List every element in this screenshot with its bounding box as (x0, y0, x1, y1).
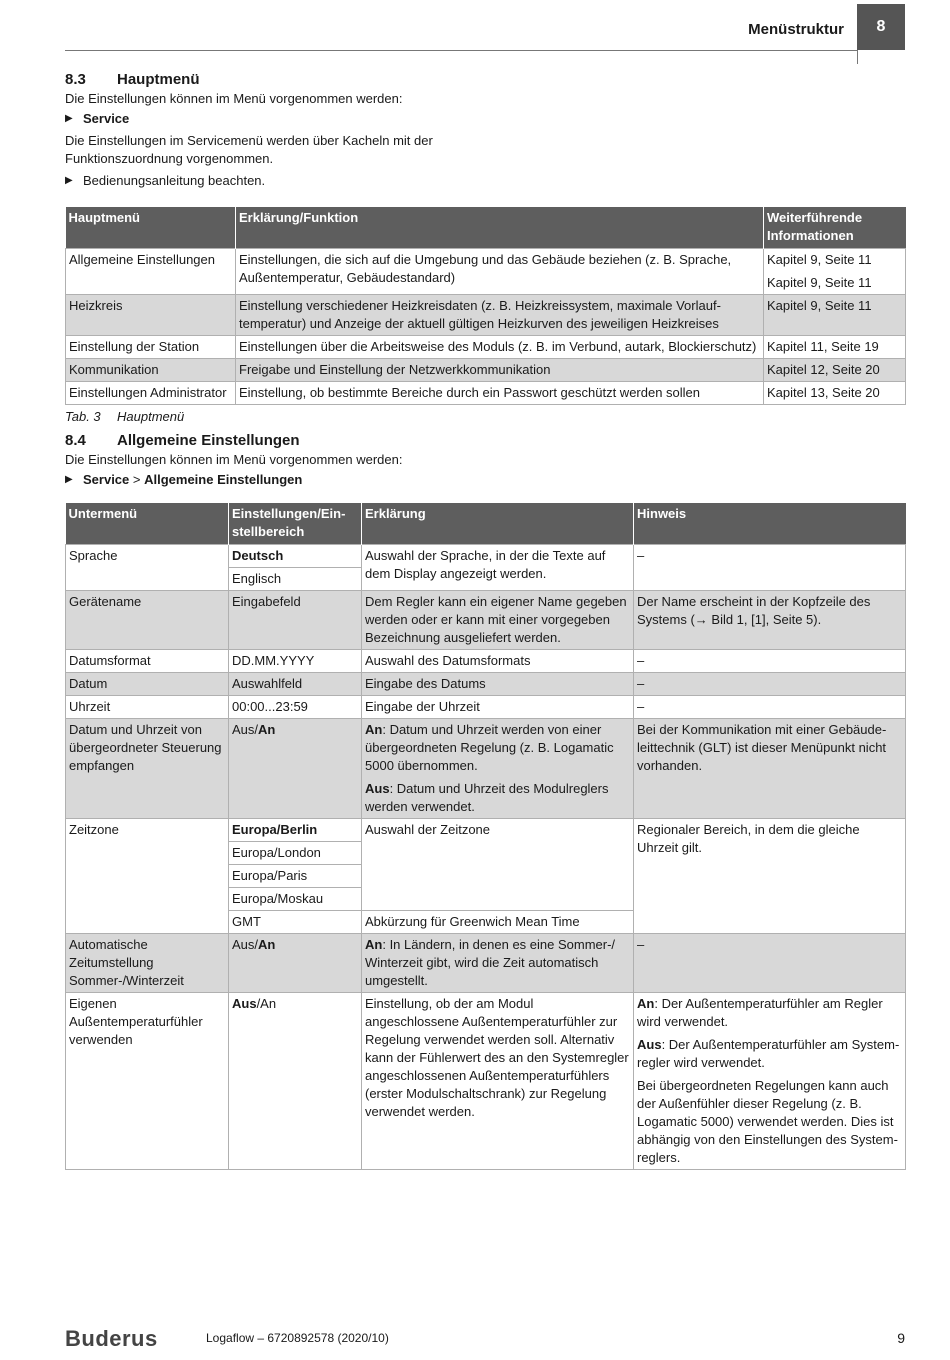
page-number: 9 (897, 1330, 905, 1346)
menu-path-submenu: Allgemeine Einstellungen (144, 472, 303, 487)
col-header: Erklärung (362, 503, 634, 545)
table-row (66, 819, 906, 842)
table-header-row (66, 503, 906, 545)
header-rule (65, 50, 857, 51)
cell: Allgemeine Einstellungen (66, 249, 236, 295)
table-row (66, 545, 906, 568)
intro-text: Die Einstellungen können im Menü vorgenommen werden: (65, 91, 403, 106)
cell: Abkürzung für Greenwich Mean Time (362, 911, 634, 934)
option-default: An (258, 722, 276, 737)
cell: Eingabe des Datums (362, 673, 634, 696)
option-default: An (258, 937, 276, 952)
cell: Kommunikation (66, 359, 236, 382)
cell: Einstellung der Station (66, 336, 236, 359)
col-header: Hauptmenü (66, 207, 236, 249)
instruction (65, 172, 905, 190)
cell: Datum und Uhrzeit von übergeordneter Steuerung empfangen (66, 719, 229, 819)
reference-link[interactable]: Kapitel 12, Seite 20 (764, 359, 906, 382)
cell: Der Name erscheint in der Kopfzeile des Systems (→ Bild 1, [1], Seite 5). (634, 591, 906, 650)
cell: – (634, 934, 906, 993)
col-header: Erklärung/Funktion (236, 207, 764, 249)
chapter-title: Menüstruktur (748, 21, 844, 38)
option[interactable]: Europa/London (229, 842, 362, 865)
cell: Einstellung, ob bestimmte Bereiche durch ein Passwort geschützt werden sollen (236, 382, 764, 405)
cell: Dem Regler kann ein eigener Name gegeben werden oder er kann mit einer vorgegeben Bezeichnung ausgeliefert werden. (362, 591, 634, 650)
section-number: 8.4 (65, 432, 86, 449)
col-header: Weiterführende Informationen (764, 207, 906, 249)
cell: Eigenen Außentemperaturfühler verwenden (66, 993, 229, 1170)
cell: Auswahl des Datumsformats (362, 650, 634, 673)
cell: Automatische Zeitumstellung Sommer-/Winterzeit (66, 934, 229, 993)
explanation: : Der Außentemperaturfühler am Systemregler wird verwendet. (637, 1037, 900, 1070)
cell: 00:00...23:59 (229, 696, 362, 719)
table-row (66, 336, 906, 359)
section-title: Hauptmenü (117, 71, 200, 88)
table-row (66, 650, 906, 673)
table-row (66, 673, 906, 696)
cell: Auswahl der Zeitzone (362, 819, 634, 911)
cell: Einstellungen, die sich auf die Umgebung und das Gebäude beziehen (z. B. Sprache, Außentemperatur, Gebäudestandard) (236, 249, 764, 295)
cell: Sprache (66, 545, 229, 591)
section-title: Allgemeine Einstellungen (117, 432, 300, 449)
table-caption-text: Hauptmenü (117, 409, 185, 424)
chapter-number-badge: 8 (857, 4, 905, 50)
menu-path-service: Service (83, 111, 130, 126)
option[interactable]: Englisch (229, 568, 362, 591)
explanation: : In Ländern, in denen es eine Sommer-/ Winterzeit gibt, wird die Zeit automatisch umgestellt. (365, 937, 616, 988)
table-hauptmenue-wrap (65, 207, 905, 426)
section-number: 8.3 (65, 71, 86, 88)
cell (362, 934, 634, 993)
menu-path (65, 471, 905, 489)
explanation: : Datum und Uhrzeit werden von einer übergeordneten Regelung (z. B. Logamatic 5000 übernommen. (365, 722, 614, 773)
table-allgemein-wrap (65, 503, 905, 1170)
cell (764, 249, 906, 295)
cell: Bei der Kommunikation mit einer Gebäudeleittechnik (GLT) ist dieser Menüpunkt nicht vorhanden. (634, 719, 906, 819)
cell (229, 993, 362, 1170)
reference-link[interactable]: Kapitel 9, Seite 11 (767, 275, 872, 290)
table-row (66, 934, 906, 993)
cell: Einstellung verschiedener Heizkreisdaten (z. B. Heizkreissystem, maximale Vorlauftemperatur) und Anzeige der aktuell gültigen Heizkurven des jeweiligen Heizkreises (236, 295, 764, 336)
menu-path-service: Service (83, 472, 130, 487)
option: Aus/ (232, 937, 259, 952)
service-text: Die Einstellungen im Servicemenü werden über Kacheln mit der Funktionszuordnung vorgenommen. (65, 133, 433, 166)
document-id: Logaflow – 6720892578 (2020/10) (206, 1331, 389, 1345)
option: /An (256, 996, 277, 1011)
term: Aus (637, 1037, 662, 1052)
section-heading (65, 70, 905, 90)
cell: Zeitzone (66, 819, 229, 934)
menu-path (65, 110, 905, 128)
cell: Freigabe und Einstellung der Netzwerkkommunikation (236, 359, 764, 382)
col-header: Einstellungen/Einstellbereich (229, 503, 362, 545)
table-header-row (66, 207, 906, 249)
term: An (365, 937, 383, 952)
table-row (66, 696, 906, 719)
term: An (637, 996, 655, 1011)
table-allgemeine-einstellungen (65, 503, 906, 1170)
section-heading (65, 431, 905, 451)
table-hauptmenue (65, 207, 906, 405)
table-row (66, 359, 906, 382)
option: Aus/ (232, 722, 259, 737)
term: An (365, 722, 383, 737)
brand-logo: Buderus (65, 1326, 158, 1351)
cell: – (634, 696, 906, 719)
col-header: Hinweis (634, 503, 906, 545)
table-row (66, 382, 906, 405)
cell (362, 719, 634, 819)
cell: Einstellungen über die Arbeitsweise des Moduls (z. B. im Verbund, autark, Blockierschutz) (236, 336, 764, 359)
option[interactable]: Europa/Paris (229, 865, 362, 888)
explanation: Bei übergeordneten Regelungen kann auch der Außenfühler dieser Regelung (z. B. Logamatic 5000) verwendet werden. Dies ist abhängig von den Einstellungen des Systemreglers. (637, 1078, 898, 1165)
cell: Einstellung, ob der am Modul angeschlossene Außentemperaturfühler zur Regelung verwendet werden soll. Alternativ kann der Fühlerwert des an den Systemregler angeschlossenen Außentemperaturfühlers (erster Modulschaltschrank) zur Regelung verwendet werden. (362, 993, 634, 1170)
option-default: Aus (232, 996, 257, 1011)
term: Aus (365, 781, 390, 796)
cell: Datumsformat (66, 650, 229, 673)
cell: Gerätename (66, 591, 229, 650)
col-header: Untermenü (66, 503, 229, 545)
table-row (66, 591, 906, 650)
reference-link[interactable]: Kapitel 13, Seite 20 (764, 382, 906, 405)
bullet-triangle-icon: ▶ (65, 175, 73, 186)
intro-text: Die Einstellungen können im Menü vorgenommen werden: (65, 452, 403, 467)
cell: Auswahlfeld (229, 673, 362, 696)
option-default[interactable]: Europa/Berlin (229, 819, 362, 842)
table-row (66, 993, 906, 1170)
cell: Eingabe der Uhrzeit (362, 696, 634, 719)
cell: DD.MM.YYYY (229, 650, 362, 673)
reference-link[interactable]: Kapitel 11, Seite 19 (764, 336, 906, 359)
table-caption-number: Tab. 3 (65, 409, 101, 424)
table-row (66, 295, 906, 336)
bullet-triangle-icon: ▶ (65, 113, 73, 124)
cell: – (634, 545, 906, 591)
table-caption (65, 408, 905, 426)
table-row (66, 249, 906, 295)
cell: – (634, 650, 906, 673)
option[interactable]: GMT (229, 911, 362, 934)
option-default[interactable]: Deutsch (229, 545, 362, 568)
cell: Datum (66, 673, 229, 696)
cell: Heizkreis (66, 295, 236, 336)
section-8-3 (65, 70, 905, 190)
explanation: : Datum und Uhrzeit des Modulreglers werden verwendet. (365, 781, 609, 814)
cell: Eingabefeld (229, 591, 362, 650)
table-row (66, 719, 906, 819)
cell: – (634, 673, 906, 696)
header-rule-tick (857, 50, 858, 64)
option[interactable]: Europa/Moskau (229, 888, 362, 911)
cell: Einstellungen Administrator (66, 382, 236, 405)
cell: Uhrzeit (66, 696, 229, 719)
bullet-triangle-icon: ▶ (65, 474, 73, 485)
explanation: : Der Außentemperaturfühler am Regler wird verwendet. (637, 996, 883, 1029)
reference-link[interactable]: Kapitel 9, Seite 11 (767, 252, 872, 267)
cell (229, 719, 362, 819)
cell: Auswahl der Sprache, in der die Texte auf dem Display angezeigt werden. (362, 545, 634, 591)
cell (634, 993, 906, 1170)
instruction-text: Bedienungsanleitung beachten. (83, 173, 266, 188)
section-8-4 (65, 431, 905, 489)
cell (229, 934, 362, 993)
reference-link[interactable]: Kapitel 9, Seite 11 (764, 295, 906, 336)
menu-path-separator: > (132, 472, 141, 487)
cell: Regionaler Bereich, in dem die gleiche Uhrzeit gilt. (634, 819, 906, 934)
